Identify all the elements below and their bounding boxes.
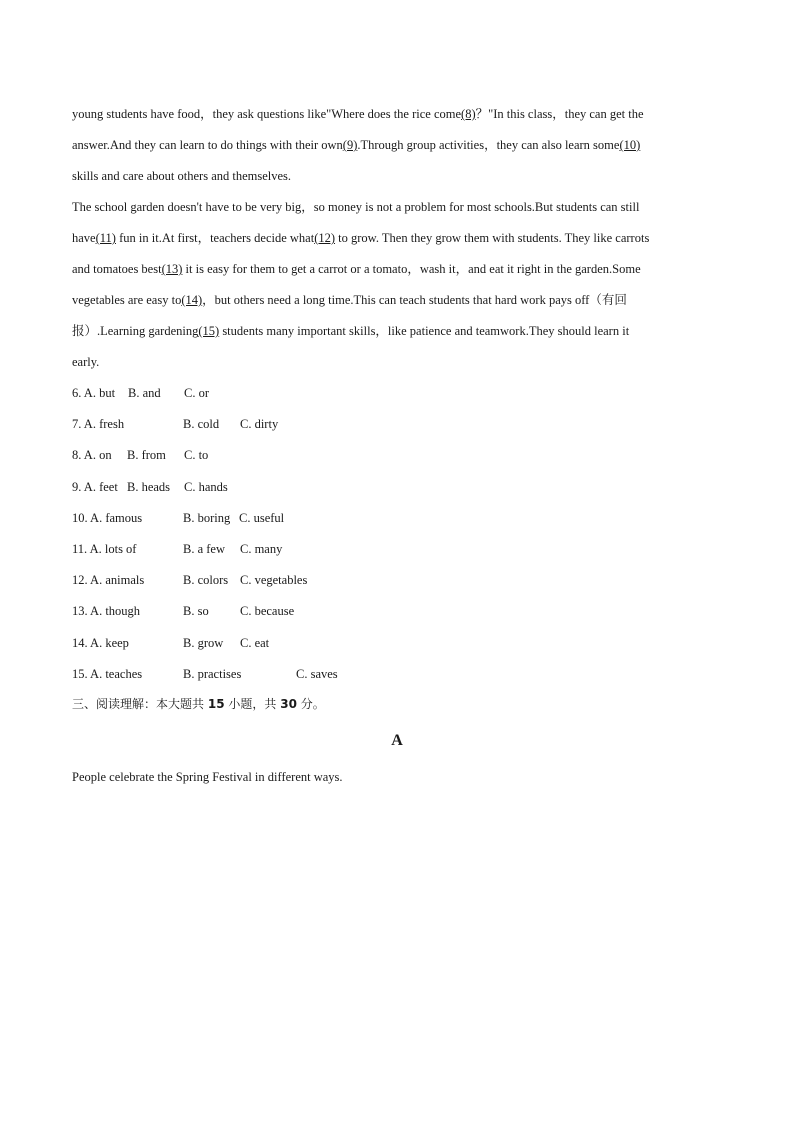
- option-row: [72, 534, 722, 565]
- section-heading: [72, 689, 325, 720]
- option-b: B. so: [183, 604, 209, 619]
- option-row: [72, 378, 722, 409]
- passage-line: [72, 130, 722, 161]
- section-heading-text: 三、阅读理解：本大题共: [72, 697, 205, 711]
- option-a: 8. A. on: [72, 448, 112, 463]
- option-c: C. saves: [296, 666, 338, 681]
- option-c: C. vegetables: [240, 573, 308, 588]
- option-row: [72, 596, 722, 627]
- option-a: 7. A. fresh: [72, 417, 125, 432]
- option-c: C. dirty: [240, 417, 279, 432]
- option-row: [72, 440, 722, 471]
- section-heading-text: 分。: [300, 697, 325, 711]
- question-count: 15: [207, 697, 225, 711]
- passage-text: have: [72, 231, 96, 245]
- option-b: B. boring: [183, 510, 231, 525]
- option-b: B. practises: [183, 666, 242, 681]
- option-b: B. heads: [127, 479, 171, 494]
- option-row: [72, 472, 722, 503]
- passage-text: ，but others need a long time.This can teach students that hard work pays off（有回: [202, 293, 627, 307]
- option-row: [72, 503, 722, 534]
- answer-options: [72, 378, 722, 690]
- blank-12: (12): [314, 231, 336, 245]
- passage-text: 报）.Learning gardening: [72, 324, 199, 338]
- passage-text: students many important skills，like patience and teamwork.They should learn it: [219, 324, 630, 338]
- option-c: C. or: [184, 386, 209, 400]
- option-a: 11. A. lots of: [72, 541, 137, 556]
- reading-intro: People celebrate the Spring Festival in different ways.: [72, 770, 343, 784]
- passage-line: [72, 285, 722, 316]
- passage-text: .Through group activities，they can also learn some: [357, 138, 620, 152]
- passage-text: it is easy for them to get a carrot or a tomato，wash it，and eat it right in the garden.Some: [182, 262, 641, 276]
- option-b: B. a few: [183, 541, 225, 556]
- passage-line: The school garden doesn't have to be very big，so money is not a problem for most schools.But students can still: [72, 200, 640, 214]
- blank-14: (14): [181, 293, 203, 307]
- option-b: B. grow: [183, 635, 224, 650]
- option-row: [72, 565, 722, 596]
- passage-text: answer.And they can learn to do things with their own: [72, 138, 343, 152]
- option-c: C. hands: [184, 479, 228, 494]
- option-b: B. and: [128, 386, 161, 400]
- passage-line: [72, 223, 722, 254]
- blank-10: (10): [619, 138, 641, 152]
- total-score: 30: [280, 697, 297, 711]
- passage-line: [72, 99, 722, 130]
- option-a: 10. A. famous: [72, 510, 143, 525]
- option-b: B. from: [127, 448, 166, 463]
- section-heading-text: 小题，共: [228, 697, 277, 711]
- option-row: [72, 659, 722, 690]
- option-b: B. colors: [183, 573, 229, 588]
- passage-text: and tomatoes best: [72, 262, 162, 276]
- option-b: B. cold: [183, 417, 220, 432]
- option-c: C. eat: [240, 635, 270, 650]
- cloze-passage: [72, 99, 722, 690]
- option-row: [72, 628, 722, 659]
- passage-text: vegetables are easy to: [72, 293, 182, 307]
- option-row: [72, 409, 722, 440]
- option-a: 14. A. keep: [72, 635, 129, 650]
- passage-text: to grow. Then they grow them with students. They like carrots: [335, 231, 650, 245]
- passage-line: [72, 316, 722, 347]
- option-c: C. useful: [239, 510, 285, 525]
- blank-11: (11): [95, 231, 116, 245]
- passage-text: ？"In this class，they can get the: [475, 107, 644, 121]
- blank-8: (8): [461, 107, 476, 121]
- blank-9: (9): [342, 138, 358, 152]
- option-a: 15. A. teaches: [72, 666, 143, 681]
- option-c: C. because: [240, 604, 295, 619]
- option-a: 6. A. but: [72, 386, 116, 400]
- passage-line: early.: [72, 355, 100, 369]
- passage-text: fun in it.At first，teachers decide what: [115, 231, 315, 245]
- option-a: 9. A. feet: [72, 479, 118, 494]
- part-title: A: [391, 732, 403, 749]
- blank-15: (15): [198, 324, 220, 338]
- option-a: 13. A. though: [72, 604, 141, 619]
- passage-line: skills and care about others and themselves.: [72, 169, 292, 183]
- passage-line: [72, 254, 722, 285]
- passage-text: young students have food，they ask questions like"Where does the rice come: [72, 107, 462, 121]
- option-c: C. to: [184, 448, 209, 463]
- blank-13: (13): [161, 262, 183, 276]
- option-c: C. many: [240, 541, 283, 556]
- option-a: 12. A. animals: [72, 573, 145, 588]
